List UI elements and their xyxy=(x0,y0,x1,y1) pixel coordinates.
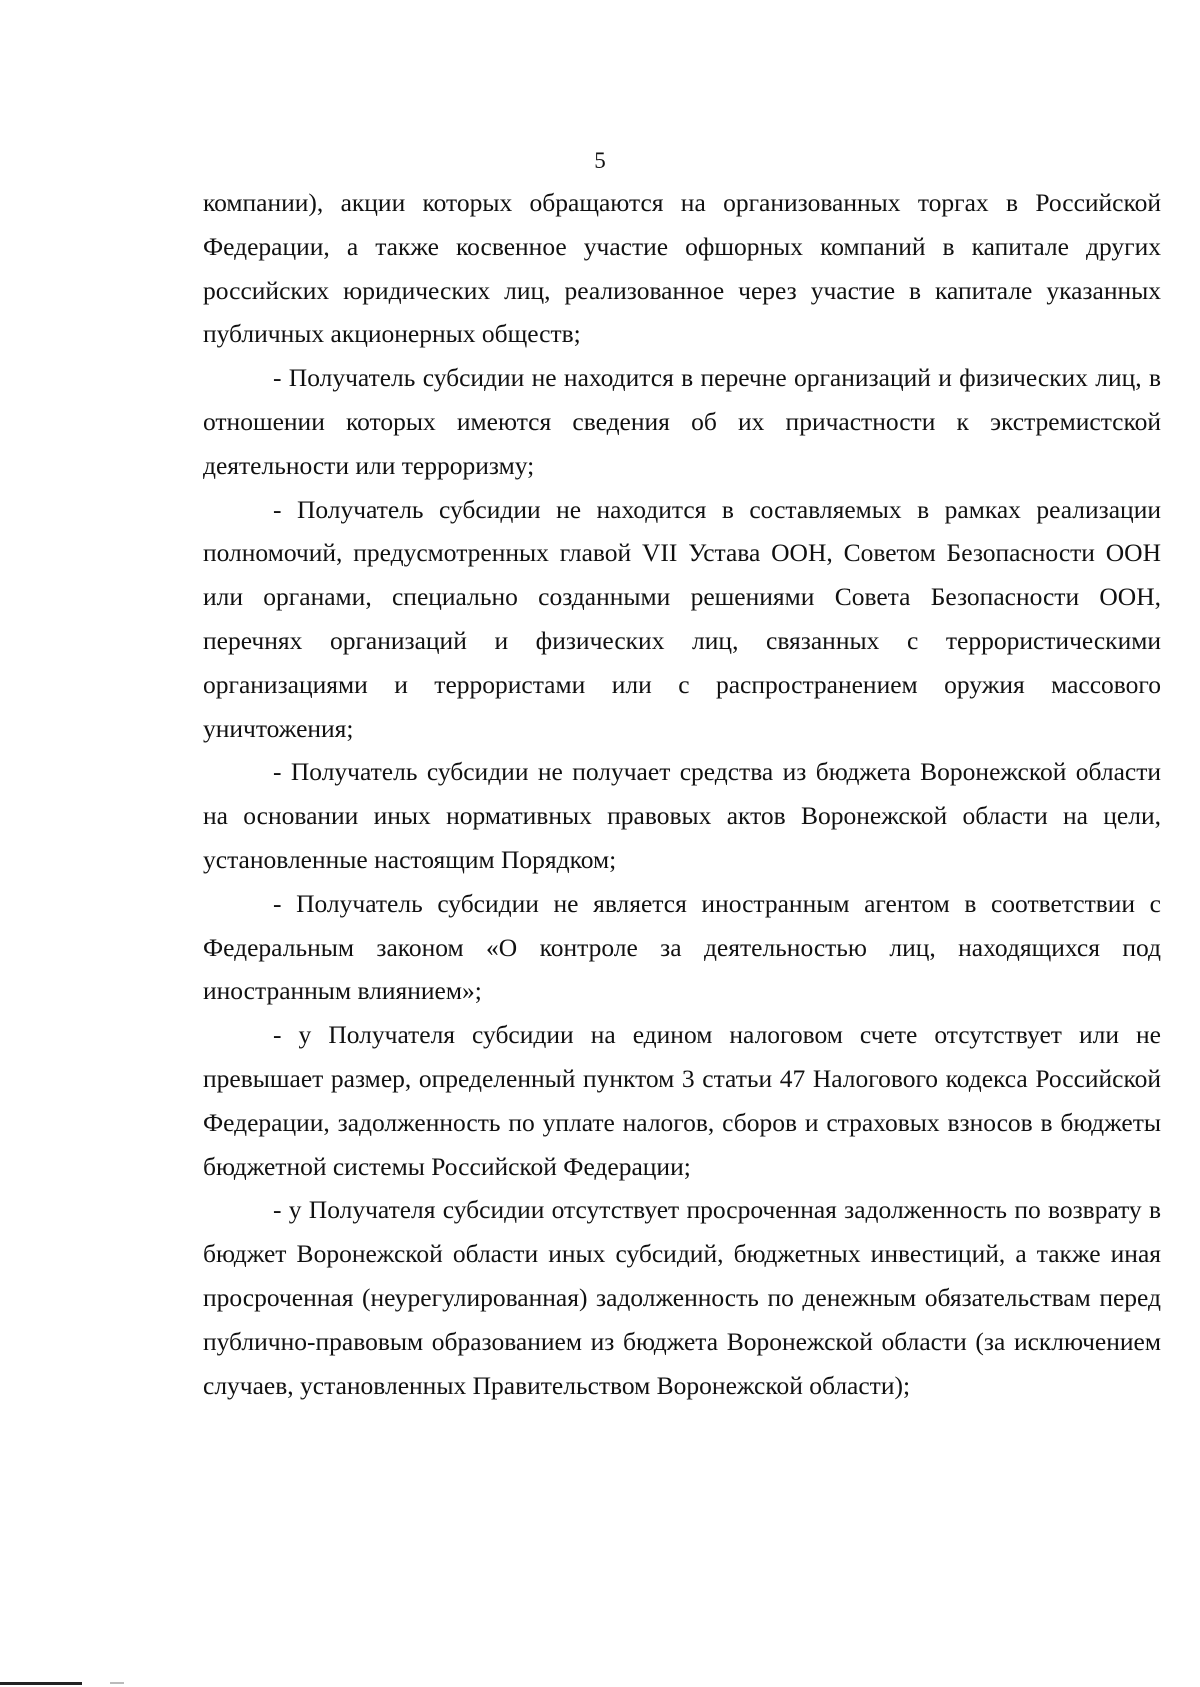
document-body xyxy=(203,181,1161,1407)
paragraph-overdue-debt: - у Получателя субсидии отсутствует просроченная задолженность по возврату в бюджет Воронежской области иных субсидий, бюджетных инвестиций, а также иная просроченная (неурегулированная) задолженность по денежным обязательствам перед публично-правовым образованием из бюджета Воронежской области (за исключением случаев, установленных Правительством Воронежской области); xyxy=(203,1195,1161,1400)
paragraph-no-other-budget-funds: - Получатель субсидии не получает средства из бюджета Воронежской области на основании иных нормативных правовых актов Воронежской области на цели, установленные настоящим Порядком; xyxy=(203,757,1161,874)
scan-edge-mark xyxy=(0,1682,82,1685)
paragraph-not-foreign-agent: - Получатель субсидии не является иностранным агентом в соответствии с Федеральным законом «О контроле за деятельностью лиц, находящихся под иностранным влиянием»; xyxy=(203,888,1161,1006)
paragraph-un-security-council-list: - Получатель субсидии не находится в составляемых в рамках реализации полномочий, предусмотренных главой VII Устава ООН, Советом Безопасности ООН или органами, специально созданными решениями Совета Безопасности ООН, перечнях организаций и физических лиц, связанных с террористическими организациями и террористами или с распространением оружия массового уничтожения; xyxy=(203,494,1161,743)
paragraph-tax-debt: - у Получателя субсидии на едином налоговом счете отсутствует или не превышает размер, определенный пунктом 3 статьи 47 Налогового кодекса Российской Федерации, задолженность по уплате налогов, сборов и страховых взносов в бюджеты бюджетной системы Российской Федерации; xyxy=(203,1020,1161,1181)
page-number: 5 xyxy=(594,148,606,173)
paragraph-extremism-list: - Получатель субсидии не находится в перечне организаций и физических лиц, в отношении которых имеются сведения об их причастности к экстремистской деятельности или терроризму; xyxy=(203,363,1161,480)
paragraph-continuation: компании), акции которых обращаются на организованных торгах в Российской Федерации, а также косвенное участие офшорных компаний в капитале других российских юридических лиц, реализованное через участие в капитале указанных публичных акционерных обществ; xyxy=(203,188,1161,349)
scan-artifact xyxy=(110,1682,124,1684)
